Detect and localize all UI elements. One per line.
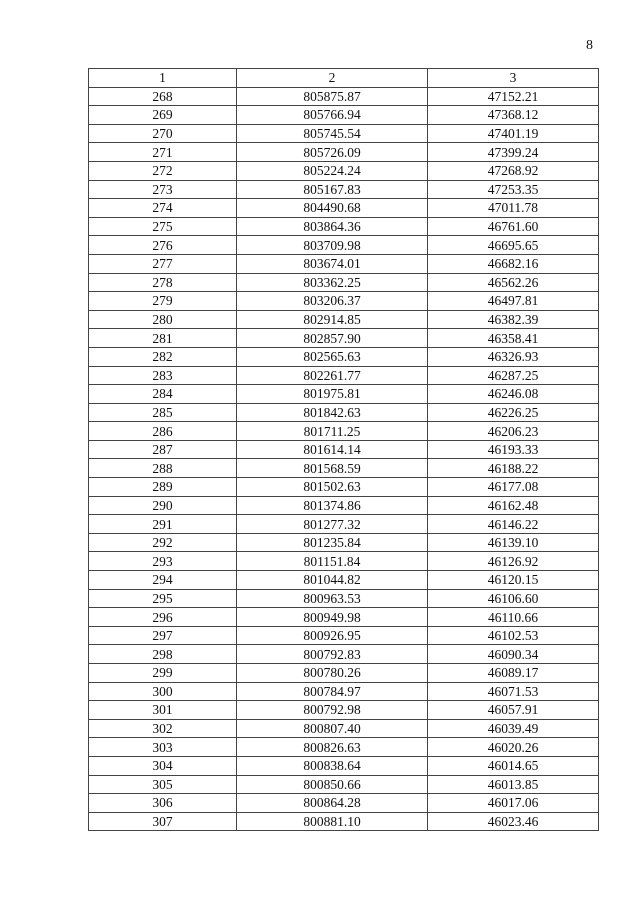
x-coordinate-cell: 801277.32	[237, 515, 428, 534]
y-coordinate-cell: 46188.22	[428, 459, 599, 478]
page-number: 8	[586, 38, 593, 53]
table-row	[89, 329, 599, 348]
table-row	[89, 496, 599, 515]
table-row	[89, 608, 599, 627]
table-header	[89, 69, 599, 88]
x-coordinate-cell: 802914.85	[237, 310, 428, 329]
point-number-cell: 286	[89, 422, 237, 441]
y-coordinate-cell: 47368.12	[428, 106, 599, 125]
y-coordinate-cell: 46102.53	[428, 626, 599, 645]
table-row	[89, 440, 599, 459]
x-coordinate-cell: 800963.53	[237, 589, 428, 608]
x-coordinate-cell: 801614.14	[237, 440, 428, 459]
column-header-3: 3	[428, 69, 599, 88]
y-coordinate-cell: 46139.10	[428, 533, 599, 552]
table-row	[89, 87, 599, 106]
table-row	[89, 385, 599, 404]
y-coordinate-cell: 47401.19	[428, 124, 599, 143]
y-coordinate-cell: 46020.26	[428, 738, 599, 757]
y-coordinate-cell: 46193.33	[428, 440, 599, 459]
table-row	[89, 403, 599, 422]
x-coordinate-cell: 801842.63	[237, 403, 428, 422]
y-coordinate-cell: 46761.60	[428, 217, 599, 236]
y-coordinate-cell: 46013.85	[428, 775, 599, 794]
y-coordinate-cell: 46071.53	[428, 682, 599, 701]
point-number-cell: 275	[89, 217, 237, 236]
point-number-cell: 282	[89, 347, 237, 366]
x-coordinate-cell: 803864.36	[237, 217, 428, 236]
table-row	[89, 199, 599, 218]
x-coordinate-cell: 804490.68	[237, 199, 428, 218]
table-row	[89, 292, 599, 311]
point-number-cell: 294	[89, 571, 237, 590]
x-coordinate-cell: 800838.64	[237, 756, 428, 775]
x-coordinate-cell: 800881.10	[237, 812, 428, 831]
y-coordinate-cell: 46110.66	[428, 608, 599, 627]
x-coordinate-cell: 801374.86	[237, 496, 428, 515]
y-coordinate-cell: 46682.16	[428, 254, 599, 273]
y-coordinate-cell: 46382.39	[428, 310, 599, 329]
point-number-cell: 273	[89, 180, 237, 199]
table-row	[89, 347, 599, 366]
point-number-cell: 303	[89, 738, 237, 757]
table-row	[89, 701, 599, 720]
y-coordinate-cell: 47011.78	[428, 199, 599, 218]
y-coordinate-cell: 46287.25	[428, 366, 599, 385]
table-row	[89, 310, 599, 329]
point-number-cell: 302	[89, 719, 237, 738]
point-number-cell: 284	[89, 385, 237, 404]
x-coordinate-cell: 801044.82	[237, 571, 428, 590]
y-coordinate-cell: 46090.34	[428, 645, 599, 664]
point-number-cell: 276	[89, 236, 237, 255]
x-coordinate-cell: 801235.84	[237, 533, 428, 552]
table-row	[89, 217, 599, 236]
table-row	[89, 161, 599, 180]
table-row	[89, 756, 599, 775]
point-number-cell: 277	[89, 254, 237, 273]
x-coordinate-cell: 800792.98	[237, 701, 428, 720]
point-number-cell: 291	[89, 515, 237, 534]
point-number-cell: 278	[89, 273, 237, 292]
point-number-cell: 296	[89, 608, 237, 627]
y-coordinate-cell: 46106.60	[428, 589, 599, 608]
table-row	[89, 422, 599, 441]
point-number-cell: 271	[89, 143, 237, 162]
point-number-cell: 281	[89, 329, 237, 348]
point-number-cell: 287	[89, 440, 237, 459]
table-row	[89, 124, 599, 143]
table-row	[89, 254, 599, 273]
x-coordinate-cell: 801568.59	[237, 459, 428, 478]
table-row	[89, 236, 599, 255]
column-header-2: 2	[237, 69, 428, 88]
x-coordinate-cell: 800807.40	[237, 719, 428, 738]
x-coordinate-cell: 801151.84	[237, 552, 428, 571]
point-number-cell: 299	[89, 664, 237, 683]
x-coordinate-cell: 800949.98	[237, 608, 428, 627]
y-coordinate-cell: 46562.26	[428, 273, 599, 292]
x-coordinate-cell: 801975.81	[237, 385, 428, 404]
y-coordinate-cell: 47152.21	[428, 87, 599, 106]
point-number-cell: 290	[89, 496, 237, 515]
y-coordinate-cell: 47399.24	[428, 143, 599, 162]
y-coordinate-cell: 46057.91	[428, 701, 599, 720]
x-coordinate-cell: 805745.54	[237, 124, 428, 143]
x-coordinate-cell: 803709.98	[237, 236, 428, 255]
x-coordinate-cell: 800780.26	[237, 664, 428, 683]
point-number-cell: 285	[89, 403, 237, 422]
point-number-cell: 298	[89, 645, 237, 664]
y-coordinate-cell: 46326.93	[428, 347, 599, 366]
table-row	[89, 143, 599, 162]
table-row	[89, 719, 599, 738]
point-number-cell: 279	[89, 292, 237, 311]
y-coordinate-cell: 46089.17	[428, 664, 599, 683]
x-coordinate-cell: 801502.63	[237, 478, 428, 497]
table-row	[89, 664, 599, 683]
y-coordinate-cell: 46023.46	[428, 812, 599, 831]
table-row	[89, 106, 599, 125]
table-row	[89, 366, 599, 385]
x-coordinate-cell: 805875.87	[237, 87, 428, 106]
x-coordinate-cell: 801711.25	[237, 422, 428, 441]
y-coordinate-cell: 46695.65	[428, 236, 599, 255]
y-coordinate-cell: 46358.41	[428, 329, 599, 348]
point-number-cell: 272	[89, 161, 237, 180]
y-coordinate-cell: 46017.06	[428, 794, 599, 813]
table-row	[89, 552, 599, 571]
point-number-cell: 297	[89, 626, 237, 645]
table-row	[89, 515, 599, 534]
x-coordinate-cell: 802857.90	[237, 329, 428, 348]
table-row	[89, 682, 599, 701]
table-row	[89, 775, 599, 794]
point-number-cell: 306	[89, 794, 237, 813]
table-row	[89, 571, 599, 590]
table-body	[89, 87, 599, 831]
point-number-cell: 280	[89, 310, 237, 329]
y-coordinate-cell: 46206.23	[428, 422, 599, 441]
point-number-cell: 268	[89, 87, 237, 106]
x-coordinate-cell: 800926.95	[237, 626, 428, 645]
y-coordinate-cell: 46039.49	[428, 719, 599, 738]
point-number-cell: 295	[89, 589, 237, 608]
x-coordinate-cell: 800850.66	[237, 775, 428, 794]
x-coordinate-cell: 800784.97	[237, 682, 428, 701]
y-coordinate-cell: 46226.25	[428, 403, 599, 422]
point-number-cell: 283	[89, 366, 237, 385]
point-number-cell: 293	[89, 552, 237, 571]
point-number-cell: 289	[89, 478, 237, 497]
table-row	[89, 626, 599, 645]
header-row	[89, 69, 599, 88]
x-coordinate-cell: 805766.94	[237, 106, 428, 125]
table-row	[89, 533, 599, 552]
y-coordinate-cell: 47268.92	[428, 161, 599, 180]
x-coordinate-cell: 800826.63	[237, 738, 428, 757]
x-coordinate-cell: 802565.63	[237, 347, 428, 366]
y-coordinate-cell: 46146.22	[428, 515, 599, 534]
table-row	[89, 645, 599, 664]
x-coordinate-cell: 800864.28	[237, 794, 428, 813]
point-number-cell: 292	[89, 533, 237, 552]
table-row	[89, 812, 599, 831]
y-coordinate-cell: 46177.08	[428, 478, 599, 497]
table-row	[89, 180, 599, 199]
point-number-cell: 301	[89, 701, 237, 720]
x-coordinate-cell: 802261.77	[237, 366, 428, 385]
coordinates-table	[88, 68, 599, 831]
x-coordinate-cell: 803674.01	[237, 254, 428, 273]
table-row	[89, 273, 599, 292]
x-coordinate-cell: 803206.37	[237, 292, 428, 311]
table-row	[89, 738, 599, 757]
y-coordinate-cell: 46014.65	[428, 756, 599, 775]
x-coordinate-cell: 805167.83	[237, 180, 428, 199]
y-coordinate-cell: 47253.35	[428, 180, 599, 199]
point-number-cell: 288	[89, 459, 237, 478]
y-coordinate-cell: 46126.92	[428, 552, 599, 571]
table-row	[89, 478, 599, 497]
table-row	[89, 794, 599, 813]
point-number-cell: 269	[89, 106, 237, 125]
point-number-cell: 304	[89, 756, 237, 775]
x-coordinate-cell: 805224.24	[237, 161, 428, 180]
point-number-cell: 307	[89, 812, 237, 831]
table-row	[89, 459, 599, 478]
y-coordinate-cell: 46497.81	[428, 292, 599, 311]
point-number-cell: 274	[89, 199, 237, 218]
point-number-cell: 300	[89, 682, 237, 701]
x-coordinate-cell: 800792.83	[237, 645, 428, 664]
x-coordinate-cell: 805726.09	[237, 143, 428, 162]
y-coordinate-cell: 46246.08	[428, 385, 599, 404]
point-number-cell: 305	[89, 775, 237, 794]
point-number-cell: 270	[89, 124, 237, 143]
column-header-1: 1	[89, 69, 237, 88]
y-coordinate-cell: 46162.48	[428, 496, 599, 515]
table-row	[89, 589, 599, 608]
x-coordinate-cell: 803362.25	[237, 273, 428, 292]
y-coordinate-cell: 46120.15	[428, 571, 599, 590]
